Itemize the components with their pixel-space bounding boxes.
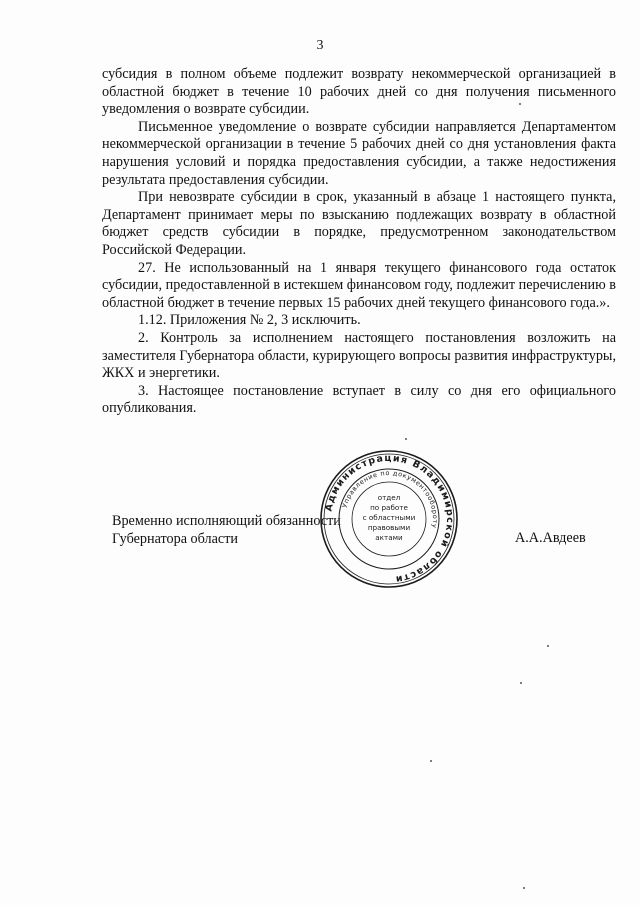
paragraph-item-2: 2. Контроль за исполнением настоящего постановления возложить на заместителя Губернатора области, курирующего вопросы развития инфраструктуры, ЖКХ и энергетики. xyxy=(102,329,616,382)
seal-inner-ring-text: Управление по документообороту xyxy=(340,468,440,530)
signatory-position-line1: Временно исполняющий обязанности xyxy=(112,513,341,529)
seal-center-line: правовыми xyxy=(367,523,411,532)
seal-graphic xyxy=(318,448,460,590)
seal-center-line: с областными xyxy=(362,513,416,522)
official-seal-stamp xyxy=(318,448,460,590)
scan-speck xyxy=(547,645,549,647)
seal-outer-text: Администрация Владимирской области xyxy=(323,452,456,585)
paragraph-item-3: 3. Настоящее постановление вступает в силу со дня его официального опубликования. xyxy=(102,382,616,417)
paragraph-non-return: При невозврате субсидии в срок, указанный в абзаце 1 настоящего пункта, Департамент принимает меры по взысканию подлежащих возврату в областной бюджет средств субсидии в порядке, предусмотренном законодательством Российской Федерации. xyxy=(102,189,616,258)
paragraph-continuation: субсидия в полном объеме подлежит возврату некоммерческой организацией в областной бюджет в течение 10 рабочих дней со дня получения письменного уведомления о возврате субсидии. xyxy=(102,66,616,118)
paragraph-item-27: 27. Не использованный на 1 января текущего финансового года остаток субсидии, предоставленной в истекшем финансовом году, подлежит перечислению в областной бюджет в течение первых 15 рабочих дней текущего финансового года.». xyxy=(102,259,616,311)
paragraph-notification: Письменное уведомление о возврате субсидии направляется Департаментом некоммерческой организации в течение 5 рабочих дней со дня установления факта нарушения условий и порядка предоставления субсидии, а также недостижения результата предоставления субсидии. xyxy=(102,118,616,188)
signatory-name: А.А.Авдеев xyxy=(515,530,586,546)
scan-speck xyxy=(519,103,521,105)
document-body xyxy=(102,66,616,418)
page-number: 3 xyxy=(316,38,324,53)
scan-speck xyxy=(430,760,432,762)
seal-center-line: актами xyxy=(375,533,403,542)
scan-speck xyxy=(520,682,522,684)
signatory-position xyxy=(112,513,341,548)
paragraph-item-1-12: 1.12. Приложения № 2, 3 исключить. xyxy=(138,312,361,329)
signatory-position-line2: Губернатора области xyxy=(112,530,238,547)
scan-speck xyxy=(405,438,407,440)
seal-center-line: отдел xyxy=(377,493,401,502)
scan-speck xyxy=(523,887,525,889)
seal-center-line: по работе xyxy=(370,503,408,512)
